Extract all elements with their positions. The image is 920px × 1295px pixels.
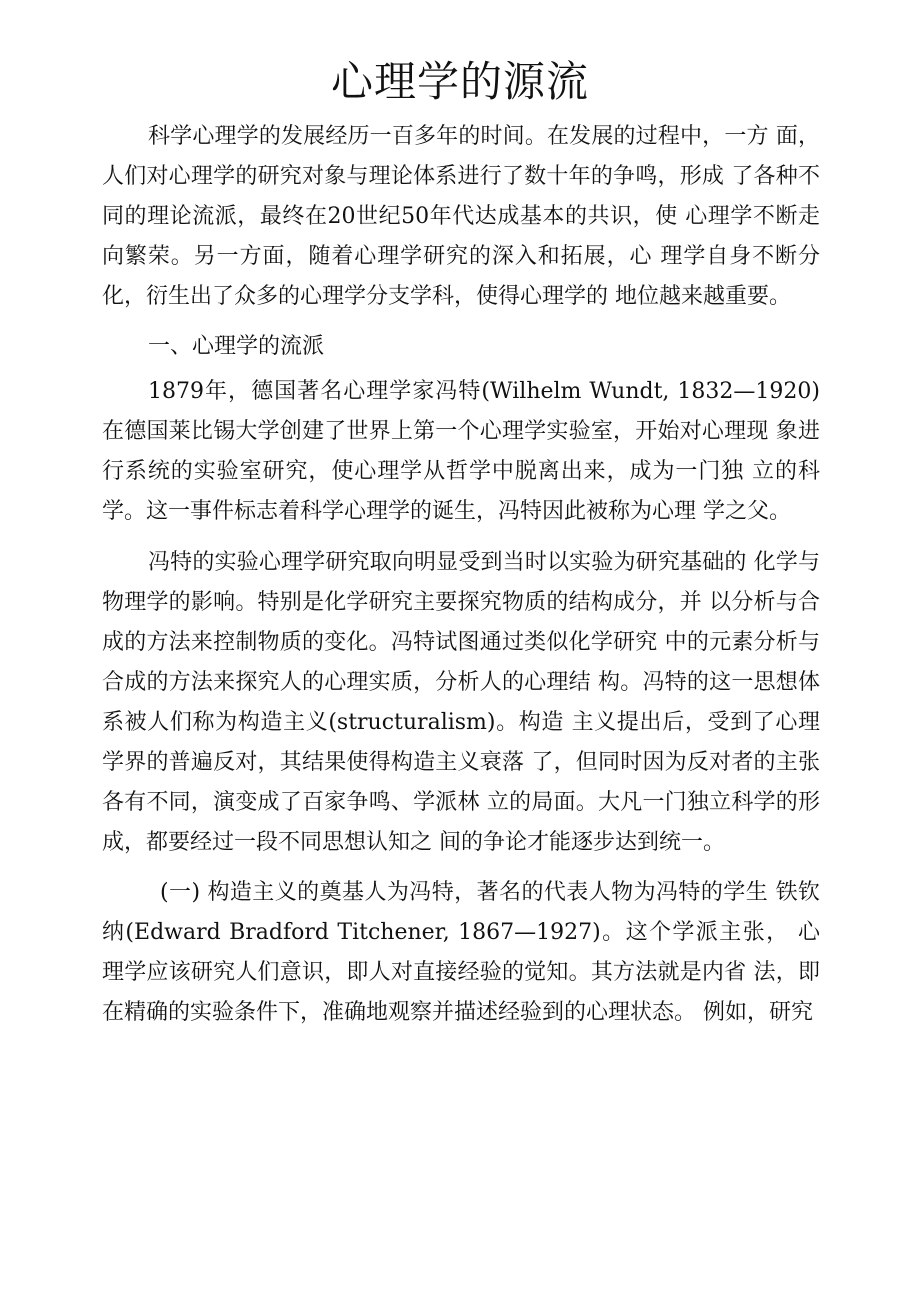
wundt-paragraph: 1879年，德国著名心理学家冯特(Wilhelm Wundt, 1832—1920) 在德国莱比锡大学创建了世界上第一个心理学实验室，开始对心理现 象进行系统的实验室研究，使心理学从哲学中脱离出来，成为一门独 立的科学。这一事件标志着科学心理学的诞生，冯特因此被称为心理 学之父。	[102, 379, 820, 524]
titchener-paragraph: (一) 构造主义的奠基人为冯特，著名的代表人物为冯特的学生 铁钦纳(Edward Bradford Titchener, 1867—1927)。这个学派主张， 心理学应该研究人们意识，即人对直接经验的觉知。其方法就是内省 法，即在精确的实验条件下，准确地观察并描述经验到的心理状态。 例如，研究	[102, 880, 820, 1025]
intro-paragraph: 科学心理学的发展经历一百多年的时间。在发展的过程中，一方 面，人们对心理学的研究对象与理论体系进行了数十年的争鸣，形成 了各种不同的理论流派，最终在20世纪50年代达成基本的共识，使 心理学不断走向繁荣。另一方面，随着心理学研究的深入和拓展，心 理学自身不断分化，衍生出了众多的心理学分支学科，使得心理学的 地位越来越重要。	[102, 124, 820, 309]
section-heading: 一、心理学的流派	[148, 334, 325, 359]
document-body	[102, 117, 820, 1033]
page-title: 心理学的源流	[330, 57, 589, 106]
structuralism-paragraph: 冯特的实验心理学研究取向明显受到当时以实验为研究基础的 化学与物理学的影响。特别是化学研究主要探究物质的结构成分，并 以分析与合成的方法来控制物质的变化。冯特试图通过类似化学研究 中的元素分析与合成的方法来探究人的心理实质，分析人的心理结 构。冯特的这一思想体系被人们称为构造主义(structuralism)。构造 主义提出后，受到了心理学界的普遍反对，其结果使得构造主义衰落 了，但同时因为反对者的主张各有不同，演变成了百家争鸣、学派林 立的局面。大凡一门独立科学的形成，都要经过一段不同思想认知之 间的争论才能逐步达到统一。	[102, 550, 820, 855]
